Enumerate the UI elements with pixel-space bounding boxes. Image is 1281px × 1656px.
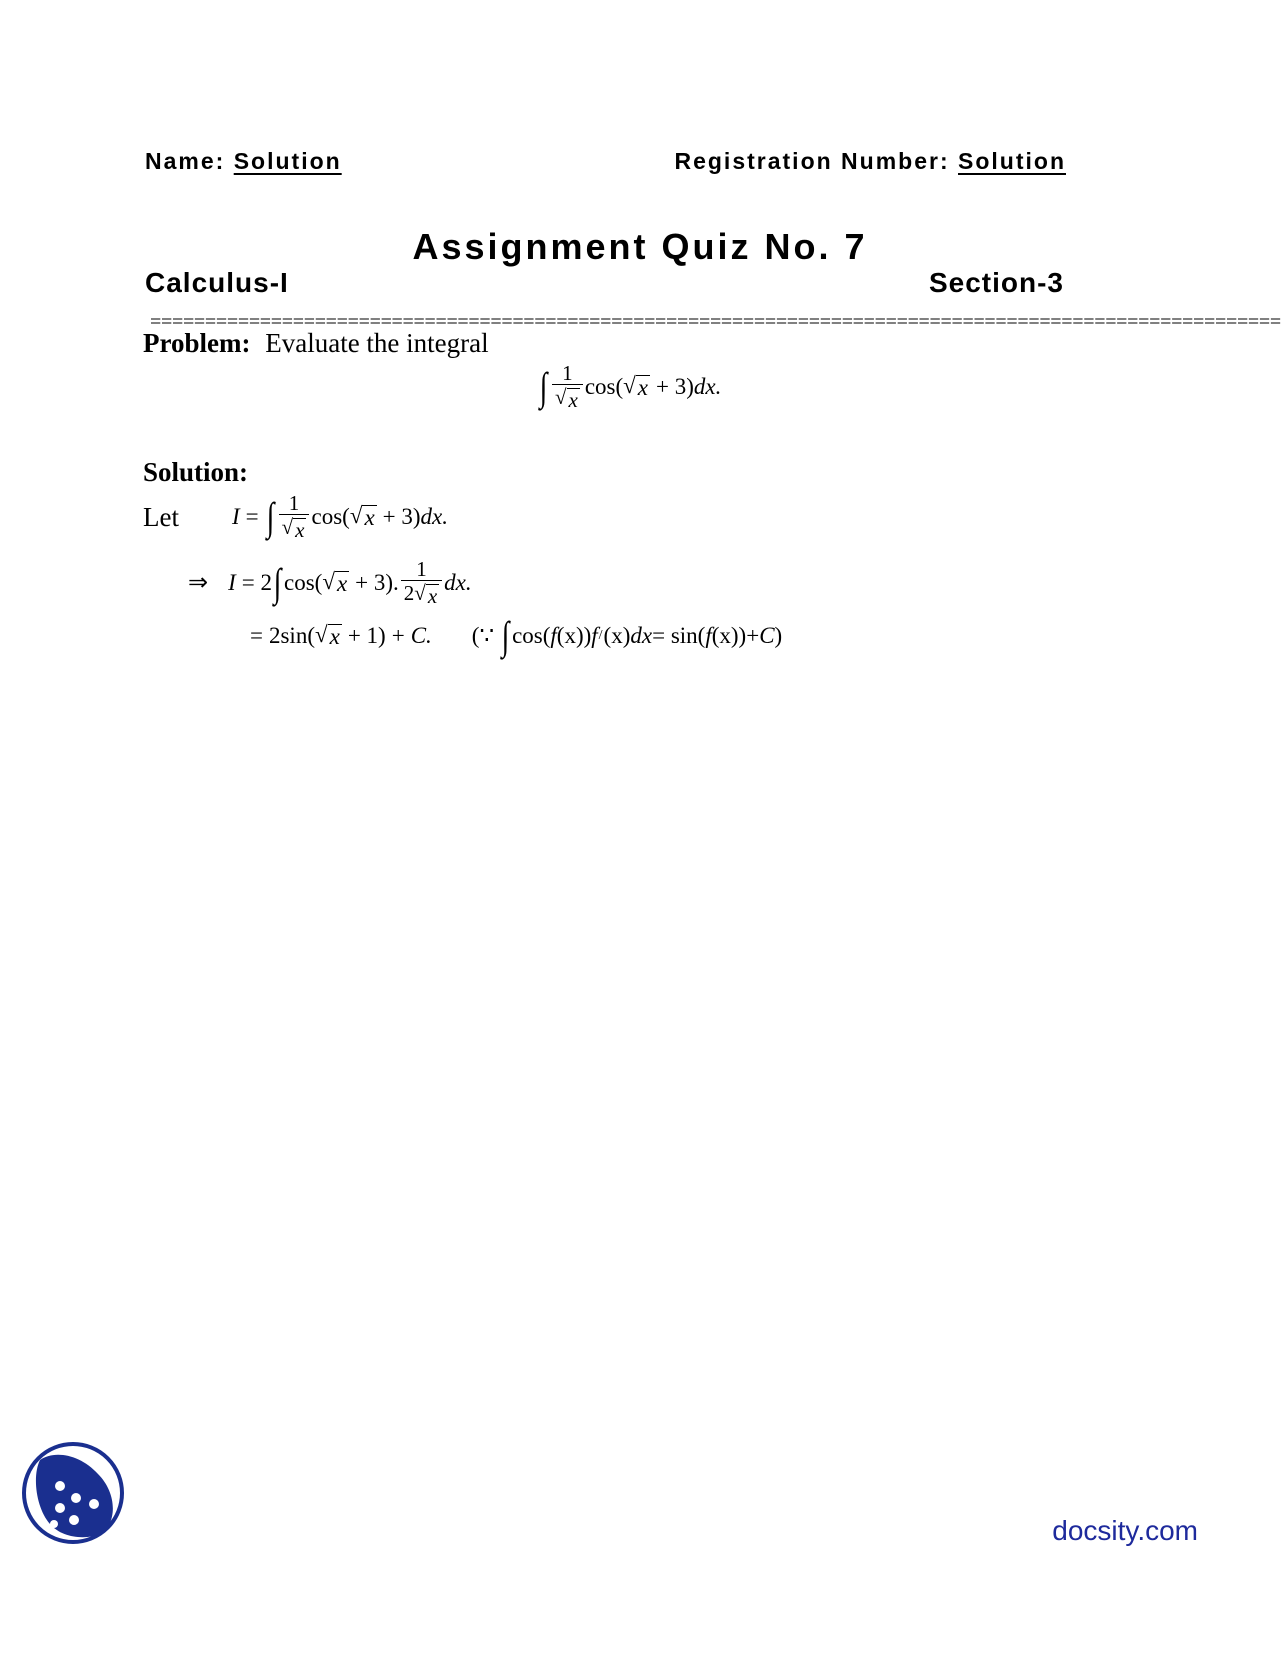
fraction-numerator: 1: [562, 361, 573, 385]
course-name: Calculus-I: [145, 267, 289, 298]
expr-tail: + 3): [656, 373, 694, 399]
function-f: f: [550, 623, 557, 648]
identity-note: [471, 613, 783, 658]
fraction-denominator: [279, 514, 310, 541]
sin-function: = sin(: [652, 623, 706, 648]
sqrt-sign: √: [281, 515, 294, 540]
radicand: x: [364, 504, 375, 530]
cos-function: cos(: [311, 503, 350, 529]
problem-label: Problem:: [143, 328, 251, 358]
differential: dx.: [444, 569, 472, 595]
equals-sign: =: [245, 503, 259, 529]
expr-tail: + 3): [382, 503, 421, 529]
solution-line-3: [250, 613, 783, 658]
argument: (x): [603, 623, 631, 648]
problem-text: Evaluate the integral: [265, 328, 489, 358]
radicand: x: [568, 388, 578, 413]
problem-integral: [538, 362, 721, 411]
registration-label: Registration Number:: [674, 148, 950, 174]
differential: dx.: [420, 503, 449, 529]
expr-tail: + 1): [347, 623, 386, 648]
integral-sign: ∫: [266, 493, 274, 539]
sqrt-sign: √: [322, 568, 335, 594]
equals-two: = 2: [241, 569, 273, 595]
fraction-denominator: [552, 384, 583, 411]
lhs-var: I: [232, 503, 240, 529]
function-f: f: [705, 623, 712, 648]
sin-function: 2sin(: [268, 623, 315, 648]
cos-function: cos(: [584, 373, 624, 399]
plus-sign: +: [391, 623, 405, 648]
radicand: x: [427, 584, 438, 609]
brand-link[interactable]: docsity.com: [1052, 1515, 1198, 1546]
fraction-numerator: 1: [416, 557, 427, 581]
separator-rule: =======================================================================================================: [150, 311, 1281, 333]
implies-arrow: ⇒: [188, 570, 209, 597]
sqrt-sign: √: [623, 372, 636, 398]
registration-field: [674, 148, 1066, 175]
constant-c: C: [759, 623, 775, 648]
docsity-logo-icon: [20, 1440, 126, 1546]
cos-function: cos(: [283, 569, 323, 595]
fraction: [401, 558, 442, 607]
closing-paren: ): [774, 623, 783, 648]
function-f: f: [591, 623, 598, 648]
radicand: x: [329, 624, 340, 650]
sqrt-sign: √: [554, 385, 567, 410]
sqrt-sign: √: [314, 622, 328, 648]
differential: dx.: [693, 373, 722, 399]
radicand: x: [637, 374, 648, 400]
name-label: Name:: [145, 148, 226, 174]
section-label: Section-3: [928, 267, 1064, 298]
integral-sign: ∫: [539, 363, 548, 409]
radicand: x: [295, 518, 305, 543]
constant-c: C.: [410, 623, 432, 648]
name-value: Solution: [233, 148, 342, 174]
let-word: Let: [143, 502, 179, 532]
differential: dx: [630, 623, 653, 648]
because-symbol: (∵: [471, 623, 495, 648]
registration-value: Solution: [958, 148, 1066, 174]
argument: (x)): [711, 623, 747, 648]
radicand: x: [336, 570, 348, 596]
equals-sign: =: [250, 623, 263, 648]
fraction-denominator: [401, 580, 442, 607]
plus-sign: +: [746, 623, 760, 648]
name-field: [145, 148, 342, 175]
expr-tail: + 3).: [355, 569, 399, 595]
denominator-coefficient: 2: [403, 581, 415, 606]
integral-sign: ∫: [273, 559, 282, 605]
prime-mark: /: [598, 628, 603, 643]
fraction-numerator: 1: [288, 491, 300, 515]
solution-line-2: [188, 558, 472, 607]
argument: (x)): [556, 623, 592, 648]
problem-statement: [143, 328, 489, 359]
solution-line-1: [232, 492, 448, 541]
solution-label: Solution:: [143, 457, 249, 487]
fraction: [279, 492, 310, 541]
sqrt-sign: √: [414, 581, 426, 606]
sqrt-sign: √: [349, 502, 363, 528]
page-title: Assignment Quiz No. 7: [412, 226, 868, 267]
lhs-var: I: [228, 569, 236, 595]
cos-function: cos(: [512, 623, 551, 648]
fraction: [552, 362, 583, 411]
integral-sign: ∫: [501, 613, 510, 658]
